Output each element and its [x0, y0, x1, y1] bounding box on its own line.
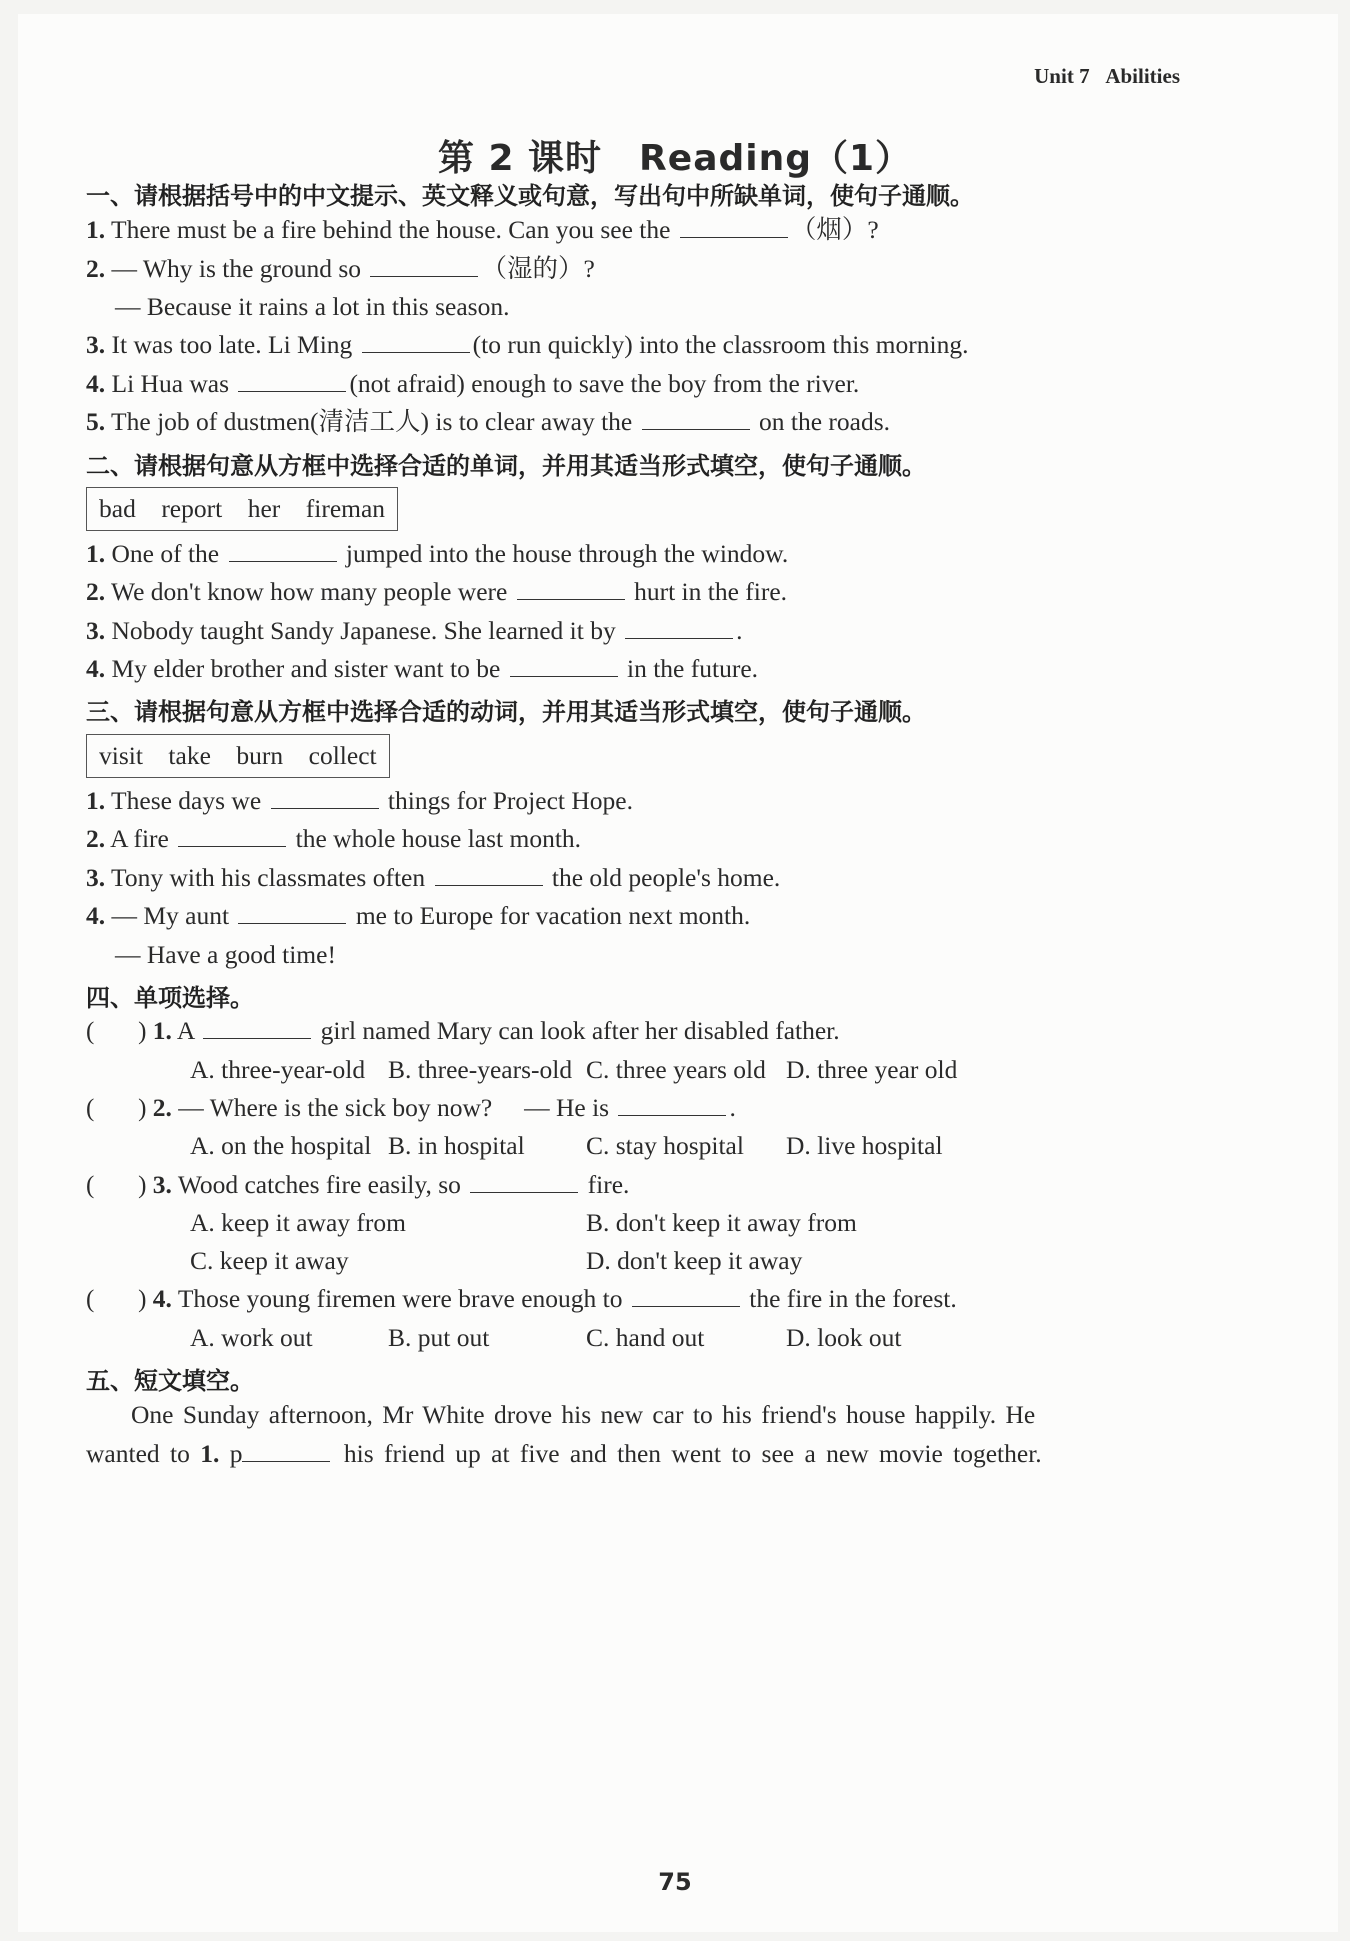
question-text: There must be a fire behind the house. Can you see the: [111, 215, 671, 244]
question-number: 4.: [86, 369, 106, 398]
question-text-end: jumped into the house through the window.: [345, 539, 789, 568]
section-4-heading: 四、单项选择。: [86, 984, 254, 1012]
question-text: A: [176, 1016, 194, 1045]
s4-q2-option-a[interactable]: A. on the hospital: [190, 1131, 372, 1160]
answer-blank[interactable]: [680, 215, 788, 238]
question-hint: (to run quickly) into the classroom this morning.: [472, 330, 969, 359]
question-text-end: in the future.: [627, 654, 759, 683]
answer-blank[interactable]: [271, 786, 379, 809]
answer-blank[interactable]: [642, 407, 750, 430]
s1-q3: [86, 329, 968, 361]
s4-q2-option-d[interactable]: D. live hospital: [786, 1131, 943, 1160]
answer-blank[interactable]: [618, 1093, 726, 1116]
s1-q2: [86, 253, 595, 285]
question-hint: (not afraid) enough to save the boy from the river.: [349, 369, 860, 398]
answer-blank[interactable]: [470, 1170, 578, 1193]
question-text: The job of dustmen(清洁工人) is to clear away the: [111, 407, 633, 436]
question-text-end: on the roads.: [759, 407, 891, 436]
question-number: 1.: [86, 786, 106, 815]
answer-blank[interactable]: [229, 539, 337, 562]
s4-q1-option-d[interactable]: D. three year old: [786, 1055, 958, 1084]
running-header: [1034, 64, 1180, 89]
question-text-end: .: [736, 616, 743, 645]
question-text: Wood catches fire easily, so: [177, 1170, 461, 1199]
s4-q1-option-a[interactable]: A. three-year-old: [190, 1055, 366, 1084]
question-number: 3.: [152, 1170, 172, 1199]
s4-q4-option-d[interactable]: D. look out: [786, 1323, 902, 1352]
section-5-heading: 五、短文填空。: [86, 1367, 254, 1395]
question-number: 2.: [86, 254, 106, 283]
question-number: 2.: [86, 577, 106, 606]
question-text-end: the fire in the forest.: [749, 1284, 957, 1313]
answer-blank[interactable]: [178, 824, 286, 847]
page-title: 第 2 课时 Reading（1）: [437, 138, 913, 179]
s3-q3: [86, 862, 780, 894]
answer-blank[interactable]: [362, 330, 470, 353]
s4-q3: [86, 1169, 629, 1202]
section-2-heading: 二、请根据句意从方框中选择合适的单词，并用其适当形式填空，使句子通顺。: [86, 452, 926, 480]
question-number: 2.: [152, 1093, 172, 1122]
s4-q4-option-c[interactable]: C. hand out: [586, 1323, 705, 1352]
question-text: Tony with his classmates often: [111, 863, 426, 892]
s3-q2: [86, 823, 581, 855]
passage-text-end: his friend up at five and then went to see a new movie together.: [343, 1439, 1042, 1468]
s1-q1: [86, 214, 879, 246]
answer-bracket[interactable]: ( ): [86, 1172, 147, 1199]
question-text: These days we: [111, 786, 262, 815]
question-number: 4.: [152, 1284, 172, 1313]
s4-q3-option-d[interactable]: D. don't keep it away: [586, 1246, 803, 1275]
answer-bracket[interactable]: ( ): [86, 1286, 147, 1313]
answer-bracket[interactable]: ( ): [86, 1018, 147, 1045]
question-number: 1.: [86, 215, 106, 244]
s4-q1: [86, 1015, 840, 1048]
question-text: It was too late. Li Ming: [111, 330, 353, 359]
question-text: We don't know how many people were: [111, 577, 508, 606]
s4-q2-option-b[interactable]: B. in hospital: [388, 1131, 525, 1160]
question-text-end: the old people's home.: [551, 863, 781, 892]
answer-blank[interactable]: [510, 654, 618, 677]
word-box: bad report her fireman: [86, 487, 398, 531]
s4-q4: [86, 1283, 957, 1316]
answer-blank[interactable]: [517, 577, 625, 600]
s3-q4-reply: — Have a good time!: [115, 940, 336, 969]
s1-q5: [86, 406, 890, 438]
question-number: 1.: [86, 539, 106, 568]
blank-first-letter: p: [229, 1439, 243, 1468]
question-text-end: girl named Mary can look after her disabled father.: [320, 1016, 840, 1045]
s4-q1-option-b[interactable]: B. three-years-old: [388, 1055, 573, 1084]
question-text-end: hurt in the fire.: [634, 577, 788, 606]
s3-q1: [86, 785, 633, 817]
question-text-end: the whole house last month.: [295, 824, 582, 853]
s4-q3-option-c[interactable]: C. keep it away: [190, 1246, 349, 1275]
question-number: 4.: [86, 901, 106, 930]
s4-q2: [86, 1092, 736, 1125]
question-text-end: .: [729, 1093, 736, 1122]
topic-label: Abilities: [1105, 64, 1180, 88]
question-number: 1.: [152, 1016, 172, 1045]
s1-q2-reply: — Because it rains a lot in this season.: [115, 292, 510, 321]
page-number: 75: [658, 1868, 692, 1896]
question-number: 3.: [86, 330, 106, 359]
question-text: A fire: [110, 824, 169, 853]
question-text: Those young firemen were brave enough to: [177, 1284, 623, 1313]
answer-blank[interactable]: [625, 616, 733, 639]
question-number: 4.: [86, 654, 106, 683]
s4-q4-option-a[interactable]: A. work out: [190, 1323, 313, 1352]
answer-blank[interactable]: [203, 1016, 311, 1039]
question-text: Li Hua was: [111, 369, 230, 398]
question-text: — My aunt: [111, 901, 230, 930]
question-text: Nobody taught Sandy Japanese. She learned it by: [111, 616, 616, 645]
answer-bracket[interactable]: ( ): [86, 1095, 147, 1122]
question-text-end: things for Project Hope.: [387, 786, 633, 815]
s2-q3: [86, 615, 742, 647]
s4-q3-option-b[interactable]: B. don't keep it away from: [586, 1208, 857, 1237]
question-text-end: fire.: [587, 1170, 630, 1199]
question-text: — Why is the ground so: [111, 254, 362, 283]
s2-q4: [86, 653, 758, 685]
question-number: 5.: [86, 407, 106, 436]
passage-line-2: [86, 1438, 1042, 1470]
question-number: 3.: [86, 863, 106, 892]
s4-q1-option-c[interactable]: C. three years old: [586, 1055, 766, 1084]
answer-blank[interactable]: [632, 1284, 740, 1307]
question-text: My elder brother and sister want to be: [111, 654, 501, 683]
question-hint: （湿的）?: [481, 254, 595, 283]
blank-number: 1.: [200, 1439, 220, 1468]
answer-blank[interactable]: [238, 369, 346, 392]
question-number: 3.: [86, 616, 106, 645]
s1-q4: [86, 368, 859, 400]
unit-label: Unit 7: [1034, 64, 1090, 88]
section-3-heading: 三、请根据句意从方框中选择合适的动词，并用其适当形式填空，使句子通顺。: [86, 698, 926, 726]
passage-line-1: One Sunday afternoon, Mr White drove his new car to his friend's house happily. He: [131, 1400, 1036, 1429]
section-1-heading: 一、请根据括号中的中文提示、英文释义或句意，写出句中所缺单词，使句子通顺。: [86, 182, 974, 210]
question-text: One of the: [111, 539, 220, 568]
answer-blank[interactable]: [435, 863, 543, 886]
answer-blank[interactable]: [238, 901, 346, 924]
s3-q4: [86, 900, 750, 932]
passage-text: wanted to: [86, 1439, 190, 1468]
question-text-end: me to Europe for vacation next month.: [355, 901, 751, 930]
s2-q2: [86, 576, 787, 608]
word-box: visit take burn collect: [86, 734, 390, 778]
question-hint: （烟）?: [790, 215, 879, 244]
s4-q2-option-c[interactable]: C. stay hospital: [586, 1131, 744, 1160]
s2-q1: [86, 538, 788, 570]
answer-blank[interactable]: [370, 254, 478, 277]
question-number: 2.: [86, 824, 106, 853]
question-text: — Where is the sick boy now? — He is: [178, 1093, 610, 1122]
s4-q3-option-a[interactable]: A. keep it away from: [190, 1208, 406, 1237]
answer-blank[interactable]: [242, 1439, 330, 1462]
s4-q4-option-b[interactable]: B. put out: [388, 1323, 490, 1352]
